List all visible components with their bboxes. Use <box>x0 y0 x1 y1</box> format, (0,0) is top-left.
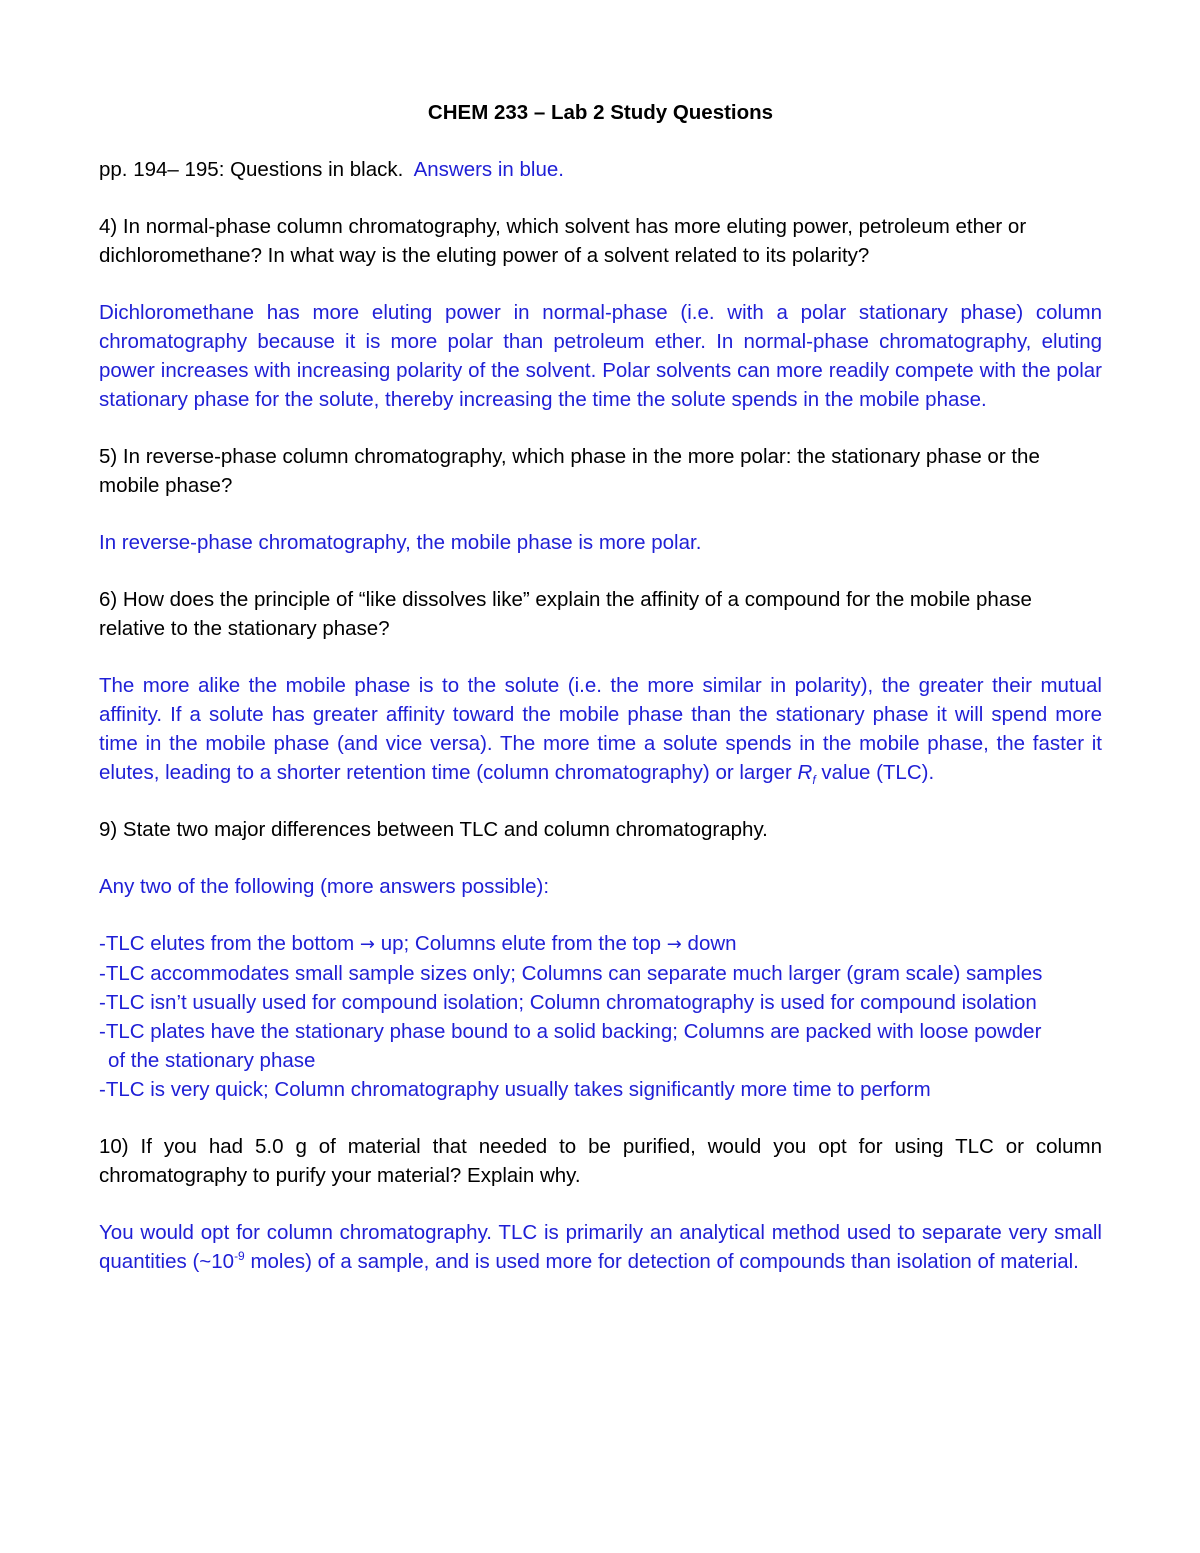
item1-a: -TLC elutes from the bottom <box>99 932 355 955</box>
rf-r: R <box>797 761 813 784</box>
right-arrow-icon: → <box>666 934 682 955</box>
item1-b: up; Columns elute from the top <box>380 932 662 955</box>
answer-10 <box>99 1218 1102 1276</box>
rf-symbol <box>797 761 816 788</box>
answer-6-end: value (TLC). <box>821 761 935 784</box>
question-5: 5) In reverse-phase column chromatography, which phase in the more polar: the stationary phase or the mobile phase? <box>99 445 1040 497</box>
intro-prefix: pp. 194– 195: Questions in black. <box>99 158 404 181</box>
list-item <box>99 929 1102 959</box>
list-item: -TLC isn’t usually used for compound isolation; Column chromatography is used for compound isolation <box>99 991 1037 1014</box>
list-item: -TLC is very quick; Column chromatography usually takes significantly more time to perform <box>99 1078 931 1101</box>
page-title: CHEM 233 – Lab 2 Study Questions <box>427 101 774 124</box>
question-4: 4) In normal-phase column chromatography, which solvent has more eluting power, petroleum ether or dichloromethane? In what way is the eluting power of a solvent related to its polarity? <box>99 215 1027 267</box>
intro-line <box>99 155 1102 184</box>
answer-5: In reverse-phase chromatography, the mobile phase is more polar. <box>99 531 702 554</box>
right-arrow-icon: → <box>359 934 376 955</box>
answer-10-b: moles) of a sample, and is used more for detection of compounds than isolation of material. <box>250 1250 1079 1273</box>
answer-4: Dichloromethane has more eluting power in normal-phase (i.e. with a polar stationary phase) column chromatography because it is more polar than petroleum ether. In normal-phase chromatography, eluting power increases with increasing polarity of the solvent. Polar solvents can more readily compete with the polar stationary phase for the solute, thereby increasing the time the solute spends in the mobile phase. <box>99 301 1102 411</box>
answers-note: Answers in blue. <box>413 158 564 181</box>
item1-c: down <box>687 932 737 955</box>
question-10: 10) If you had 5.0 g of material that needed to be purified, would you opt for using TLC or column chromatography to purify your material? Explain why. <box>99 1135 1102 1187</box>
question-9: 9) State two major differences between TLC and column chromatography. <box>99 818 768 841</box>
differences-list <box>99 929 1102 1104</box>
answer-6 <box>99 671 1102 787</box>
list-item-continuation: of the stationary phase <box>108 1049 316 1072</box>
exponent: -9 <box>234 1249 245 1264</box>
answer-6-main: The more alike the mobile phase is to the solute (i.e. the more similar in polarity), the greater their mutual affinity. If a solute has greater affinity toward the mobile phase than the stationary phase it will spend more time in the mobile phase (and vice versa). The more time a solute spends in the mobile phase, the faster it elutes, leading to a shorter retention time (column chromatography) or larger <box>99 674 1102 784</box>
question-6: 6) How does the principle of “like dissolves like” explain the affinity of a compound for the mobile phase relative to the stationary phase? <box>99 588 1032 640</box>
list-item: -TLC plates have the stationary phase bound to a solid backing; Columns are packed with loose powder <box>99 1020 1042 1043</box>
rf-f: f <box>812 773 816 788</box>
list-item: -TLC accommodates small sample sizes only; Columns can separate much larger (gram scale) samples <box>99 962 1043 985</box>
document-page <box>99 98 1102 1304</box>
answer-9-intro: Any two of the following (more answers possible): <box>99 875 550 898</box>
answer-10-a: You would opt for column chromatography. TLC is primarily an analytical method used to separate very small quantities (~10 <box>99 1221 1102 1273</box>
